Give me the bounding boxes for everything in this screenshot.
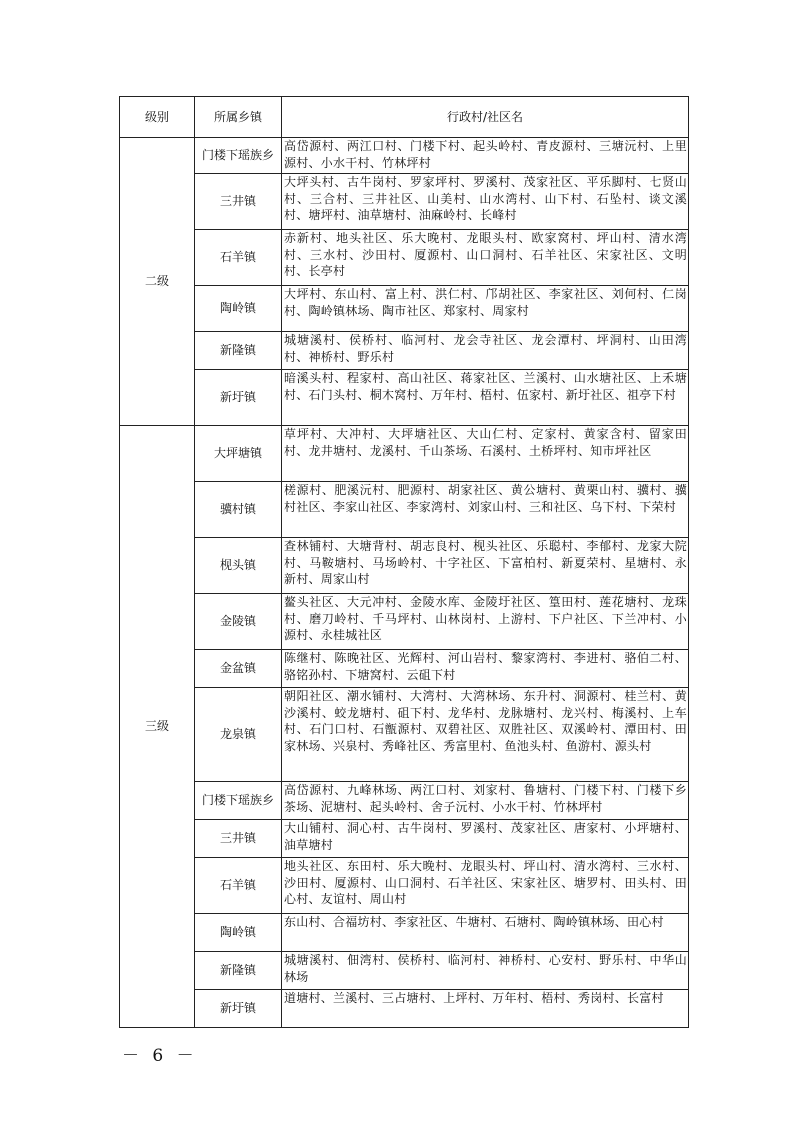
- town-cell: 陶岭镇: [195, 914, 282, 952]
- villages-cell: 大坪村、东山村、富上村、洪仁村、邝胡社区、李家社区、刘何村、仁岗村、陶岭镇林场、陶市社区、郑家村、周家村: [282, 286, 689, 332]
- table-row: [120, 332, 689, 370]
- villages-cell: 高岱源村、九峰林场、两江口村、刘家村、鲁塘村、门楼下村、门楼下乡茶场、泥塘村、起头岭村、舍子沅村、小水干村、竹林坪村: [282, 782, 689, 820]
- town-cell: 龙泉镇: [195, 688, 282, 782]
- table-row: [120, 990, 689, 1028]
- table-row: [120, 594, 689, 650]
- villages-cell: 查林铺村、大塘背村、胡志良村、枧头社区、乐聪村、李郁村、龙家大院村、马鞍塘村、马场岭村、十字社区、下富柏村、新夏荣村、星塘村、永新村、周家山村: [282, 538, 689, 594]
- villages-cell: 鳌头社区、大元冲村、金陵水库、金陵圩社区、篁田村、莲花塘村、龙珠村、磨刀岭村、千马坪村、山林岗村、上游村、下户社区、下兰冲村、小源村、永桂城社区: [282, 594, 689, 650]
- town-cell: 三井镇: [195, 174, 282, 230]
- table-row: [120, 174, 689, 230]
- villages-cell: 大坪头村、古牛岗村、罗家坪村、罗溪村、茂家社区、平乐脚村、七贤山村、三合村、三井社区、山美村、山水湾村、山下村、石坠村、谈文溪村、塘坪村、油草塘村、油麻岭村、长峰村: [282, 174, 689, 230]
- level-cell: 二级: [120, 138, 195, 426]
- villages-cell: 暗溪头村、程家村、高山社区、蒋家社区、兰溪村、山水塘社区、上禾塘村、石门头村、桐木窝村、万年村、梧村、伍家村、新圩社区、祖亭下村: [282, 370, 689, 426]
- level-cell: 三级: [120, 426, 195, 1028]
- villages-cell: 高岱源村、两江口村、门楼下村、起头岭村、青皮源村、三塘沅村、上里源村、小水干村、竹林坪村: [282, 138, 689, 174]
- villages-cell: 草坪村、大冲村、大坪塘社区、大山仁村、定家村、黄家含村、留家田村、龙井塘村、龙溪村、千山茶场、石溪村、土桥坪村、知市坪社区: [282, 426, 689, 482]
- villages-cell: 地头社区、东田村、乐大晚村、龙眼头村、坪山村、清水湾村、三水村、沙田村、厦源村、山口洞村、石羊社区、宋家社区、塘罗村、田头村、田心村、友谊村、周山村: [282, 858, 689, 914]
- town-cell: 新隆镇: [195, 952, 282, 990]
- table-row: [120, 688, 689, 782]
- town-cell: 陶岭镇: [195, 286, 282, 332]
- table-row: [120, 370, 689, 426]
- table-row: [120, 650, 689, 688]
- town-cell: 三井镇: [195, 820, 282, 858]
- villages-cell: 东山村、合福坊村、李家社区、牛塘村、石塘村、陶岭镇林场、田心村: [282, 914, 689, 952]
- villages-cell: 城塘溪村、佃湾村、侯桥村、临河村、神桥村、心安村、野乐村、中华山林场: [282, 952, 689, 990]
- header-town: 所属乡镇: [195, 97, 282, 138]
- town-cell: 新隆镇: [195, 332, 282, 370]
- villages-cell: 陈继村、陈晚社区、光辉村、河山岩村、黎家湾村、李进村、骆伯二村、骆铭孙村、下塘窝村、云砠下村: [282, 650, 689, 688]
- town-cell: 大坪塘镇: [195, 426, 282, 482]
- town-cell: 金盆镇: [195, 650, 282, 688]
- header-villages: 行政村/社区名: [282, 97, 689, 138]
- table-row: [120, 538, 689, 594]
- table-row: [120, 230, 689, 286]
- table-row: [120, 138, 689, 174]
- table-row: [120, 820, 689, 858]
- table-row: [120, 782, 689, 820]
- town-cell: 门楼下瑶族乡: [195, 782, 282, 820]
- town-cell: 枧头镇: [195, 538, 282, 594]
- table-row: [120, 858, 689, 914]
- table-row: [120, 426, 689, 482]
- town-cell: 骥村镇: [195, 482, 282, 538]
- table-row: [120, 286, 689, 332]
- table-row: [120, 914, 689, 952]
- town-cell: 新圩镇: [195, 370, 282, 426]
- table-header-row: [120, 97, 689, 138]
- village-table: [119, 96, 689, 1028]
- villages-cell: 槎源村、肥溪沅村、肥源村、胡家社区、黄公塘村、黄栗山村、骥村、骥村社区、李家山社区、李家湾村、刘家山村、三和社区、乌下村、下荣村: [282, 482, 689, 538]
- table-row: [120, 952, 689, 990]
- town-cell: 石羊镇: [195, 858, 282, 914]
- table-body: [120, 138, 689, 1028]
- town-cell: 门楼下瑶族乡: [195, 138, 282, 174]
- header-level: 级别: [120, 97, 195, 138]
- villages-cell: 赤新村、地头社区、乐大晚村、龙眼头村、欧家窝村、坪山村、清水湾村、三水村、沙田村、厦源村、山口洞村、石羊社区、宋家社区、文明村、长亭村: [282, 230, 689, 286]
- table-row: [120, 482, 689, 538]
- town-cell: 新圩镇: [195, 990, 282, 1028]
- villages-cell: 道塘村、兰溪村、三占塘村、上坪村、万年村、梧村、秀岗村、长富村: [282, 990, 689, 1028]
- villages-cell: 大山铺村、洞心村、古牛岗村、罗溪村、茂家社区、唐家村、小坪塘村、油草塘村: [282, 820, 689, 858]
- town-cell: 金陵镇: [195, 594, 282, 650]
- page-number: － 6 －: [122, 1046, 198, 1066]
- town-cell: 石羊镇: [195, 230, 282, 286]
- villages-cell: 城塘溪村、侯桥村、临河村、龙会寺社区、龙会潭村、坪洞村、山田湾村、神桥村、野乐村: [282, 332, 689, 370]
- villages-cell: 朝阳社区、潮水铺村、大湾村、大湾林场、东升村、洞源村、桂兰村、黄沙溪村、蛟龙塘村、砠下村、龙华村、龙脉塘村、龙兴村、梅溪村、上车村、石门口村、石甑源村、双碧社区、双胜社区、双溪岭村、潭田村、田家林场、兴泉村、秀峰社区、秀富里村、鱼池头村、鱼游村、源头村: [282, 688, 689, 782]
